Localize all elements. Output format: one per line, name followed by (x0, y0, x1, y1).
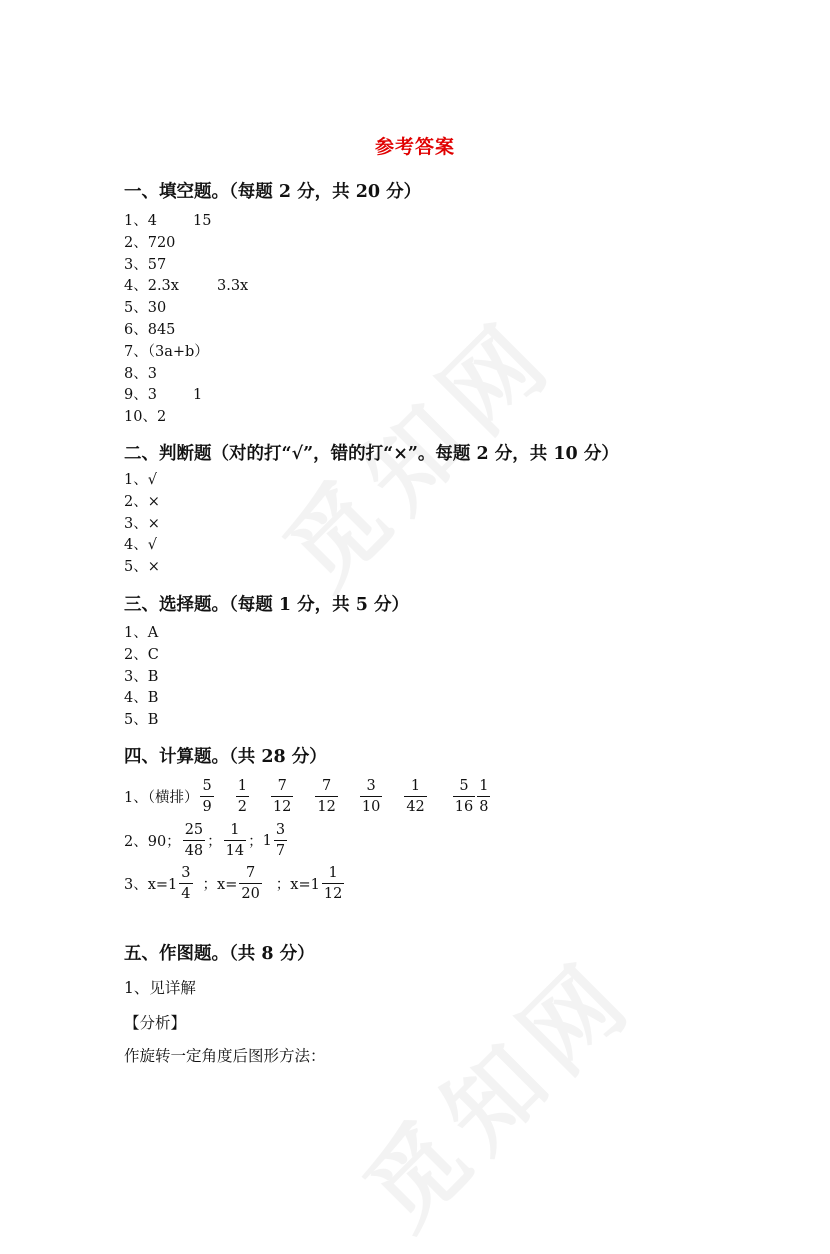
list-item: 3、B (124, 668, 159, 685)
calc-row-2 (124, 822, 289, 859)
answer: 1、4 (124, 213, 157, 229)
list-item (124, 364, 157, 384)
answer: 2、720 (124, 234, 176, 251)
section-3-heading: 三、选择题。（每题 1 分，共 5 分） (124, 595, 409, 615)
list-item: 2、C (124, 646, 159, 663)
answer: 7、（3a+b） (124, 343, 209, 360)
section-4-heading: 四、计算题。（共 28 分） (124, 747, 327, 767)
list-item (124, 211, 212, 231)
separator: ； (248, 834, 263, 850)
fraction: $\frac{1}{42}$ (406, 778, 425, 815)
list-item: 5、B (124, 712, 159, 729)
fraction: $\frac{25}{48}$ (184, 822, 204, 859)
answer: 5、30 (124, 300, 167, 317)
fraction: $\frac{7}{12}$ (317, 778, 336, 815)
list-item (124, 320, 175, 340)
answer: 4、2.3x (124, 278, 179, 295)
fraction: $\frac{1}{14}$ (225, 822, 245, 859)
fraction: $\frac{7}{12}$ (272, 778, 292, 815)
calc-row-2-prefix: 2、90； (124, 834, 181, 850)
list-item (124, 233, 175, 253)
separator: ； (207, 834, 222, 850)
calc-row-1-prefix: 1、（横排） (124, 790, 199, 806)
answer: 3、57 (124, 256, 167, 273)
fraction: $\frac{3}{7}$ (275, 822, 286, 859)
fraction: $\frac{3}{10}$ (361, 778, 381, 815)
watermark-bottom (330, 923, 660, 1253)
list-item: 4、√ (124, 537, 157, 554)
list-item: 3、× (124, 515, 160, 532)
answer-2: 1 (193, 387, 203, 404)
calc-row-1 (124, 778, 492, 815)
list-item: 4、B (124, 690, 159, 707)
list-item (124, 298, 166, 318)
section-1-heading: 一、填空题。（每题 2 分，共 20 分） (124, 182, 422, 202)
fraction: $\frac{1}{2}$ (237, 778, 247, 815)
list-item (124, 276, 249, 296)
list-item: 1、A (124, 625, 159, 641)
answer: 8、3 (124, 365, 157, 382)
list-item: 2、× (124, 493, 160, 510)
answer-2: 15 (193, 213, 212, 229)
section-5-heading: 五、作图题。（共 8 分） (124, 944, 315, 964)
page-title: 参考答案 (374, 136, 455, 158)
fraction: $\frac{1}{8}$ (479, 778, 489, 815)
calc-row-3-part-1: 3、x=1 (124, 877, 178, 893)
fraction: $\frac{5}{9}$ (202, 778, 212, 815)
answer: 10、2 (124, 409, 167, 426)
fraction: $\frac{1}{12}$ (323, 865, 343, 902)
calc-row-3-part-2: ；x= (202, 877, 238, 893)
section-5-item: 1、见详解 (124, 979, 196, 997)
method-text: 作旋转一定角度后图形方法： (124, 1047, 326, 1065)
fraction: $\frac{5}{16}$ (454, 778, 474, 815)
section-2-heading: 二、判断题（对的打“√”，错的打“×”。每题 2 分，共 10 分） (124, 444, 619, 464)
mixed-whole: 1 (262, 832, 272, 849)
list-item: 5、× (124, 559, 160, 576)
fraction: $\frac{7}{20}$ (241, 865, 260, 902)
answer-2: 3.3x (217, 278, 249, 295)
calc-row-3 (124, 865, 346, 902)
list-item (124, 255, 166, 275)
calc-row-3-part-3: ；x=1 (275, 877, 320, 893)
answer: 9、3 (124, 387, 157, 404)
analysis-label: 【分析】 (124, 1014, 187, 1032)
list-item: 1、√ (124, 472, 157, 488)
list-item (124, 342, 209, 362)
answer: 6、845 (124, 322, 176, 338)
list-item (124, 407, 166, 427)
fraction: $\frac{3}{4}$ (181, 865, 191, 902)
list-item (124, 385, 203, 405)
